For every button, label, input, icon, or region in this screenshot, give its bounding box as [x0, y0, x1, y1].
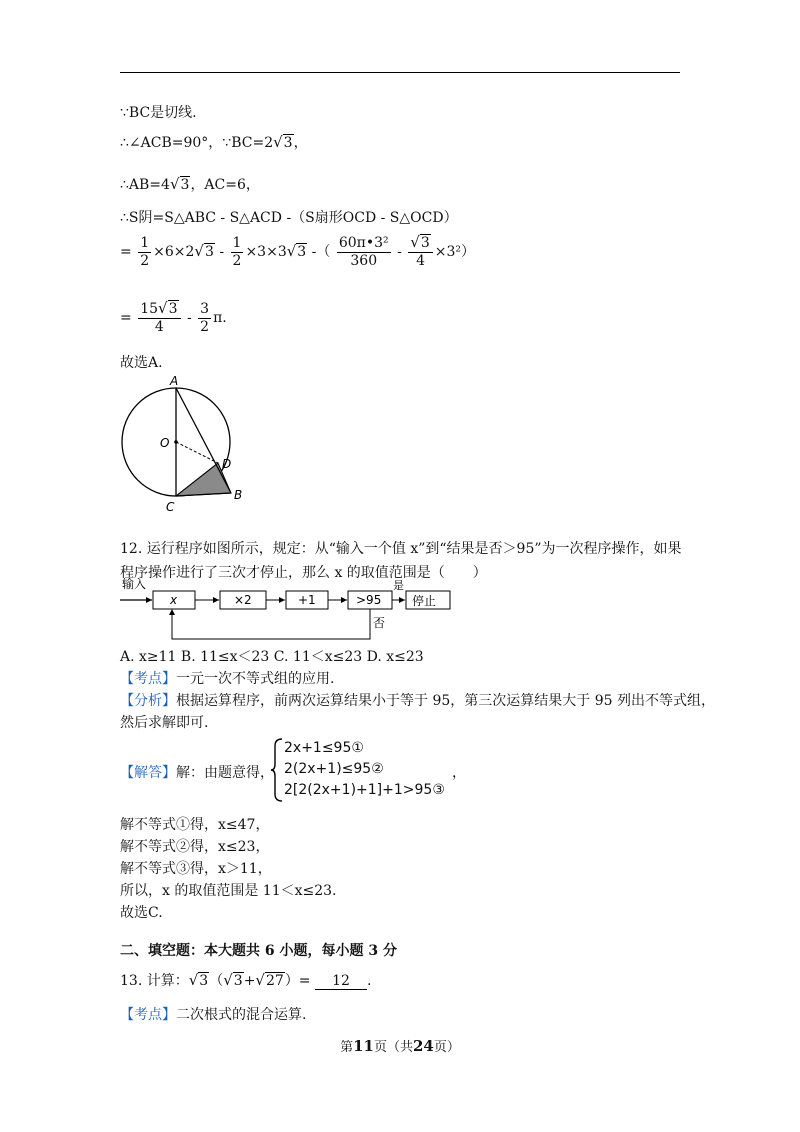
area-expression: ∴S阴=S△ABC - S△ACD -（S扇形OCD - S△OCD） [120, 210, 458, 226]
label-c: C [166, 500, 175, 512]
flow-yes-label: 是 [393, 579, 404, 592]
svg-text:+1: +1 [298, 593, 316, 607]
kaodian-line: 【考点】一元一次不等式组的应用. [120, 671, 335, 687]
result-line: = $\frac{15√3}{4}$ - $\frac{3}{2}$ π. [120, 299, 227, 335]
svg-text:x: x [170, 593, 178, 607]
step-line: 解不等式①得，x≤47， [120, 817, 270, 833]
label-a: A [170, 374, 179, 388]
step-line: 所以，x 的取值范围是 11＜x≤23. [120, 883, 337, 899]
step-line: 故选C. [120, 905, 163, 921]
page-footer: 第11页（共24页） [340, 1037, 460, 1055]
text-line: ∴∠ACB=90°，∵BC=2√3， [120, 133, 308, 151]
svg-text:>95: >95 [356, 593, 382, 607]
inequality-3: 2[2(2x+1)+1]+1>95③ [284, 782, 445, 798]
kaodian2-line: 【考点】二次根式的混合运算. [120, 1007, 307, 1023]
jieda-line: 【解答】解：由题意得， [120, 765, 274, 781]
text-line: ∴AB=4√3，AC=6， [120, 175, 260, 193]
circle-diagram [118, 372, 258, 512]
step-line: 解不等式②得，x≤23， [120, 839, 270, 855]
fenxi-line-cont: 然后求解即可. [120, 715, 209, 731]
brace-icon [270, 738, 284, 802]
flow-no-label: 否 [373, 616, 386, 630]
svg-text:停止: 停止 [412, 594, 437, 608]
computation-line: = $\frac{1}{2}$ ×6×2√3 - $\frac{1}{2}$ ×3×3√3 -（ $\frac{\text{60π•3²}}{360}$ - $\frac{√3}{4}$ ×3²） [120, 233, 476, 269]
answer-line: 故选A. [120, 355, 163, 371]
svg-text:×2: ×2 [234, 593, 252, 607]
question-12-cont: 程序操作进行了三次才停止，那么 x 的取值范围是（ ） [120, 565, 487, 581]
question-13: 13. 计算：√3（√3+√27）= 12 . [120, 971, 372, 989]
section-heading: 二、填空题：本大题共 6 小题，每小题 3 分 [120, 943, 397, 959]
text-line: ∵BC是切线. [120, 105, 197, 121]
inequality-2: 2(2x+1)≤95② [284, 761, 384, 777]
question-12: 12. 运行程序如图所示，规定：从“输入一个值 x”到“结果是否＞95”为一次程序操作，如果 [120, 541, 682, 557]
answer-blank: 12 [315, 973, 367, 990]
step-line: 解不等式③得，x＞11， [120, 861, 272, 877]
header-rule [120, 72, 680, 73]
inequality-1: 2x+1≤95① [284, 740, 364, 756]
label-d: D [222, 457, 232, 471]
fenxi-line: 【分析】根据运算程序，前两次运算结果小于等于 95，第三次运算结果大于 95 列出不等式组， [120, 693, 715, 709]
label-o: O [160, 436, 170, 450]
flow-input-label: 输入 [122, 578, 147, 591]
program-flowchart [120, 578, 452, 644]
label-b: B [234, 488, 243, 502]
answer-options: A. x≥11 B. 11≤x＜23 C. 11＜x≤23 D. x≤23 [120, 649, 424, 665]
